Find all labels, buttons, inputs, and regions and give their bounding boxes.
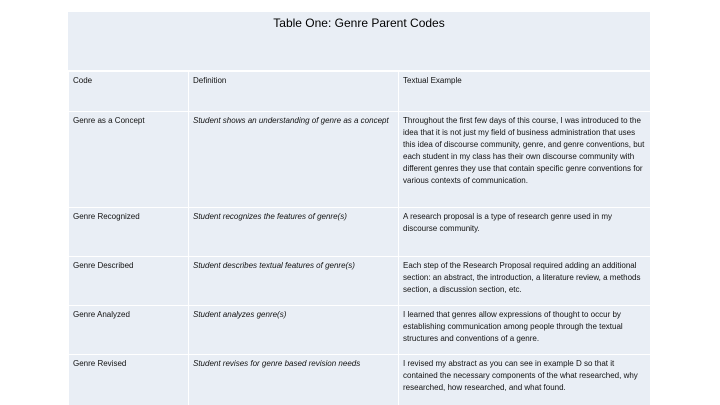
code-cell: Genre as a Concept: [69, 112, 189, 208]
table-row: [69, 355, 651, 405]
table-row: [69, 306, 651, 355]
definition-cell: Student analyzes genre(s): [189, 306, 399, 355]
table-row: [69, 112, 651, 208]
code-cell: Genre Analyzed: [69, 306, 189, 355]
header-definition: Definition: [189, 72, 399, 112]
definition-cell: Student recognizes the features of genre(s): [189, 208, 399, 257]
example-cell: Throughout the first few days of this course, I was introduced to the idea that it is not just my field of business administration that uses this idea of discourse community, genre, and genre conventions, but each student in my class has their own discourse community with different genres they use that contain specific genre conventions for various contexts of communication.: [399, 112, 651, 208]
example-cell: A research proposal is a type of research genre used in my discourse community.: [399, 208, 651, 257]
table-row: [69, 208, 651, 257]
code-cell: Genre Described: [69, 257, 189, 306]
example-cell: Each step of the Research Proposal required adding an additional section: an abstract, the introduction, a literature review, a methods section, a discussion section, etc.: [399, 257, 651, 306]
example-cell: I revised my abstract as you can see in example D so that it contained the necessary components of the what researched, why researched, how researched, and what found.: [399, 355, 651, 405]
header-example: Textual Example: [399, 72, 651, 112]
genre-codes-table: [68, 12, 650, 405]
code-cell: Genre Recognized: [69, 208, 189, 257]
table-header-row: [69, 72, 651, 112]
codes-table-body: [68, 71, 651, 405]
code-cell: Genre Revised: [69, 355, 189, 405]
example-cell: I learned that genres allow expressions of thought to occur by establishing communication among people through the textual structures and conventions of a genre.: [399, 306, 651, 355]
table-row: [69, 257, 651, 306]
table-title: Table One: Genre Parent Codes: [273, 16, 445, 30]
definition-cell: Student describes textual features of genre(s): [189, 257, 399, 306]
definition-cell: Student revises for genre based revision needs: [189, 355, 399, 405]
header-code: Code: [69, 72, 189, 112]
table-title-row: [68, 12, 650, 71]
definition-cell: Student shows an understanding of genre as a concept: [189, 112, 399, 208]
